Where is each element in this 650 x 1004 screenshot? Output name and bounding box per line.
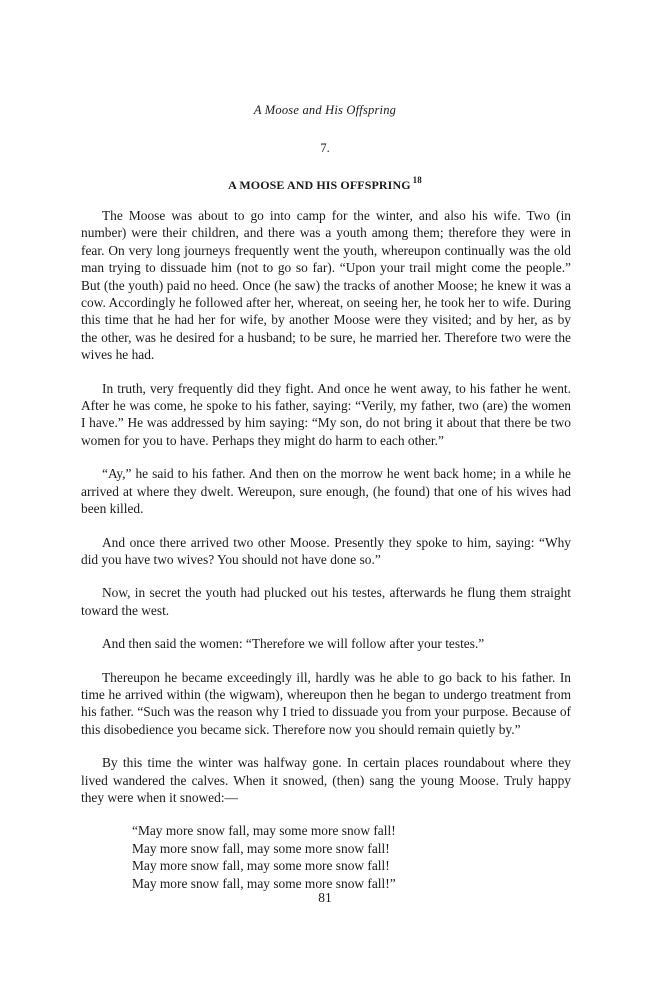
footnote-reference: 18 — [412, 175, 422, 185]
chapter-number: 7. — [320, 141, 330, 155]
verse-line: May more snow fall, may some more snow fall! — [132, 858, 390, 874]
verse-line: May more snow fall, may some more snow fall!” — [132, 875, 396, 891]
song-verse — [132, 822, 571, 892]
paragraph: By this time the winter was halfway gone. In certain places roundabout where they lived wandered the calves. When it snowed, (then) sang the young Moose. Truly happy they were when it snowed:— — [81, 755, 571, 805]
paragraph: “Ay,” he said to his father. And then on the morrow he went back home; in a while he arrived at where they dwelt. Wereupon, sure enough, (he found) that one of his wives had been killed. — [81, 466, 571, 517]
paragraph: Now, in secret the youth had plucked out his testes, afterwards he flung them straight toward the west. — [81, 585, 571, 618]
verse-line: May more snow fall, may some more snow fall! — [132, 840, 390, 856]
paragraph: In truth, very frequently did they fight. And once he went away, to his father he went. After he was come, he spoke to his father, saying: “Verily, my father, two (are) the women I have.” He was addressed by him saying: “My son, do not bring it about that there be two women for you to have. Perhaps they might do harm to each other.” — [81, 380, 571, 448]
story-body — [81, 207, 571, 892]
paragraph: And then said the women: “Therefore we will follow after your testes.” — [102, 636, 485, 652]
verse-line: “May more snow fall, may some more snow fall! — [132, 823, 396, 839]
running-head: A Moose and His Offspring — [253, 103, 397, 117]
page-number: 81 — [318, 890, 332, 905]
chapter-title — [0, 176, 650, 193]
paragraph: And once there arrived two other Moose. Presently they spoke to him, saying: “Why did you have two wives? You should not have done so.” — [81, 534, 571, 567]
paragraph: The Moose was about to go into camp for the winter, and also his wife. Two (in number) were their children, and there was a youth among them; therefore they were in fear. On very long journeys frequently went the youth, whereupon continually was the old man trying to dissuade him (not to go so far). “Upon your trail might come the people.” But (the youth) paid no heed. Once (he saw) the tracks of another Moose; he knew it was a cow. Accordingly he followed after her, whereat, on seeing her, he took her to wife. During this time that he had her for wife, by another Moose were they visited; and by her, as by the other, was he desired for a husband; to be sure, he married her. Therefore two were the wives he had. — [81, 208, 571, 363]
chapter-title-text: A MOOSE AND HIS OFFSPRING — [228, 178, 411, 192]
paragraph: Thereupon he became exceedingly ill, hardly was he able to go back to his father. In time he arrived within (the wigwam), whereupon then he began to undergo treatment from his father. “Such was the reason why I tried to dissuade you from your purpose. Because of this disobedience you became sick. Therefore now you should remain quietly by.” — [81, 669, 571, 737]
